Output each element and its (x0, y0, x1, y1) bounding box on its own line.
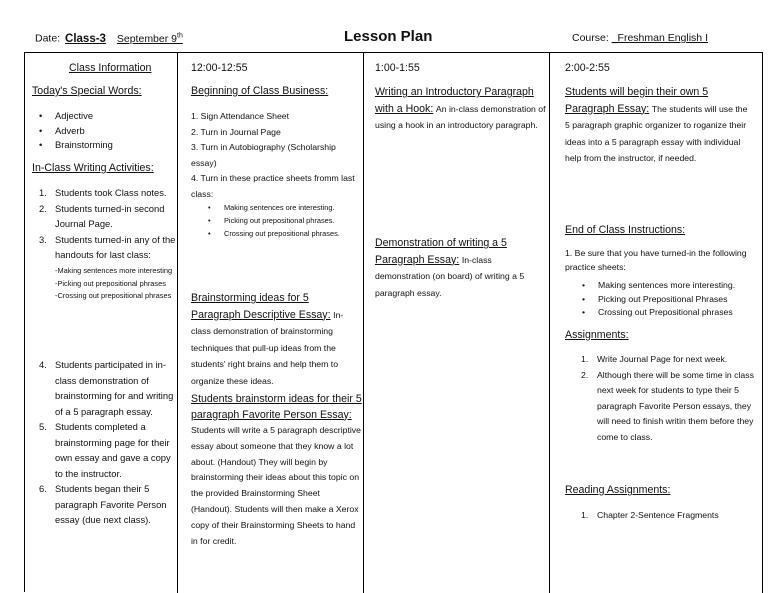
section-title: Writing an Introductory Paragraph with a Hook: (375, 86, 534, 115)
period-1200-column (178, 53, 364, 593)
column-heading: 1:00-1:55 (375, 62, 420, 74)
column-heading: 12:00-12:55 (191, 62, 248, 74)
list-item: 6. Students began their 5 paragraph Favorite Person essay (due next class). (39, 483, 167, 525)
special-words-list (29, 109, 174, 153)
brainstorm-section (191, 290, 361, 389)
practice-sheets-list (198, 201, 362, 240)
list-item: • Crossing out Prepositional phrases (572, 306, 762, 320)
section-title: Brainstorming ideas for 5 Paragraph Descriptive Essay: (191, 292, 331, 321)
list-item: 4. Turn in these practice sheets fromm last class: (191, 173, 355, 199)
demonstration-section (375, 235, 549, 301)
column-heading: Class Information (69, 62, 152, 74)
list-item: • Making sentences more interesting. (572, 279, 762, 293)
end-sheets-list (572, 279, 762, 320)
date-line (35, 32, 183, 45)
section-title: Students brainstorm ideas for their 5 paragraph Favorite Person Essay: (191, 393, 362, 421)
end-of-class-text: 1. Be sure that you have turned-in the following practice sheets: (565, 248, 747, 272)
lesson-table (24, 52, 763, 592)
reading-assignments-title: Reading Assignments: (565, 484, 671, 496)
list-item: • Picking out Prepositional Phrases (572, 293, 762, 307)
activities-list-a (31, 185, 177, 263)
reading-list (573, 508, 759, 524)
list-item: 1. Students took Class notes. (39, 187, 167, 198)
list-item: 2. Turn in Journal Page (191, 126, 281, 137)
class-information-column (25, 53, 178, 593)
section-text: In-class demonstration of brainstorming techniques that pull-up ideas from the students' right brains and help them to organize these ideas. (191, 309, 344, 386)
list-item: • Brainstorming (29, 138, 174, 153)
activities-list-b (31, 357, 177, 528)
intro-paragraph-section (375, 84, 547, 134)
section-text: The students will use the 5 paragraph graphic organizer to roganize their ideas into a 5 paragraph essay with individual help from the instructor, if needed. (565, 103, 748, 163)
date-label: Date: (35, 32, 61, 45)
section-text: Students will write a 5 paragraph descriptive essay about someone that they know a lot about. (Handout) They will begin by brainstorming their ideas about this topic on the provided Brainstorming Sheet (Handout). Students will then make a Xerox copy of their Brainstorming Sheets to hand in for credit. (191, 425, 361, 546)
special-words-title: Today's Special Words: (32, 85, 142, 97)
business-title: Beginning of Class Business: (191, 85, 329, 97)
period-1400-column (550, 53, 763, 593)
column-heading: 2:00-2:55 (565, 62, 610, 74)
assignments-list (573, 352, 759, 445)
list-item: 5. Students completed a brainstorming page for their own essay and gave a copy to the instructor. (39, 421, 171, 479)
section-title: Demonstration of writing a 5 Paragraph Essay: (375, 237, 507, 266)
class-name: Class-3 (65, 32, 106, 45)
list-item: -Making sentences more interesting (55, 266, 173, 275)
list-item: -Picking out prepositional phrases (55, 278, 166, 288)
course-line (572, 32, 708, 44)
list-item: • Making sentences ore interesting. (198, 201, 362, 214)
page-title: Lesson Plan (344, 28, 433, 45)
list-item: • Adjective (29, 109, 174, 124)
list-item: 3. Turn in Autobiography (Scholarship essay) (191, 142, 336, 168)
list-item: • Picking out prepositional phrases. (198, 214, 362, 227)
list-item: 1. Sign Attendance Sheet (191, 111, 290, 121)
course-label: Course: (572, 32, 609, 44)
list-item: 4. Students participated in in-class demonstration of brainstorming for and writing of a 5 paragraph essay. (39, 359, 174, 417)
list-item: -Crossing out prepositional phrases (55, 291, 172, 300)
list-item: 3. Students turned-in any of the handouts for last class: (39, 233, 176, 260)
handout-list (55, 265, 173, 303)
business-list (191, 109, 361, 202)
list-item: 1. Write Journal Page for next week. (581, 354, 728, 364)
list-item: 2. Students turned-in second Journal Page. (39, 202, 165, 229)
end-of-class-title: End of Class Instructions: (565, 224, 686, 236)
list-item: • Crossing out prepositional phrases. (198, 227, 362, 240)
favorite-person-section (191, 392, 363, 549)
own-essay-section (565, 84, 751, 167)
section-text: An in-class demonstration of using a hook in an introductory paragraph. (375, 103, 546, 130)
list-item: 2. Although there will be some time in class next week for students to type their 5 paragraph Favorite Person essays, they will need to finish writin them before they come to class. (581, 369, 754, 442)
writing-activities-title: In-Class Writing Activities: (32, 162, 154, 174)
assignments-title: Assignments: (565, 329, 629, 341)
period-1300-column (364, 53, 550, 593)
section-title: Students will begin their own 5 Paragraph Essay: (565, 86, 709, 115)
list-item: • Adverb (29, 124, 174, 139)
page-header (0, 30, 768, 50)
list-item: 1. Chapter 2-Sentence Fragments (581, 510, 719, 520)
lesson-date: September 9th (116, 32, 183, 45)
section-text: In-class demonstration (on board) of writing a 5 paragraph essay. (375, 254, 525, 298)
course-name: _Freshman English I (611, 32, 708, 44)
